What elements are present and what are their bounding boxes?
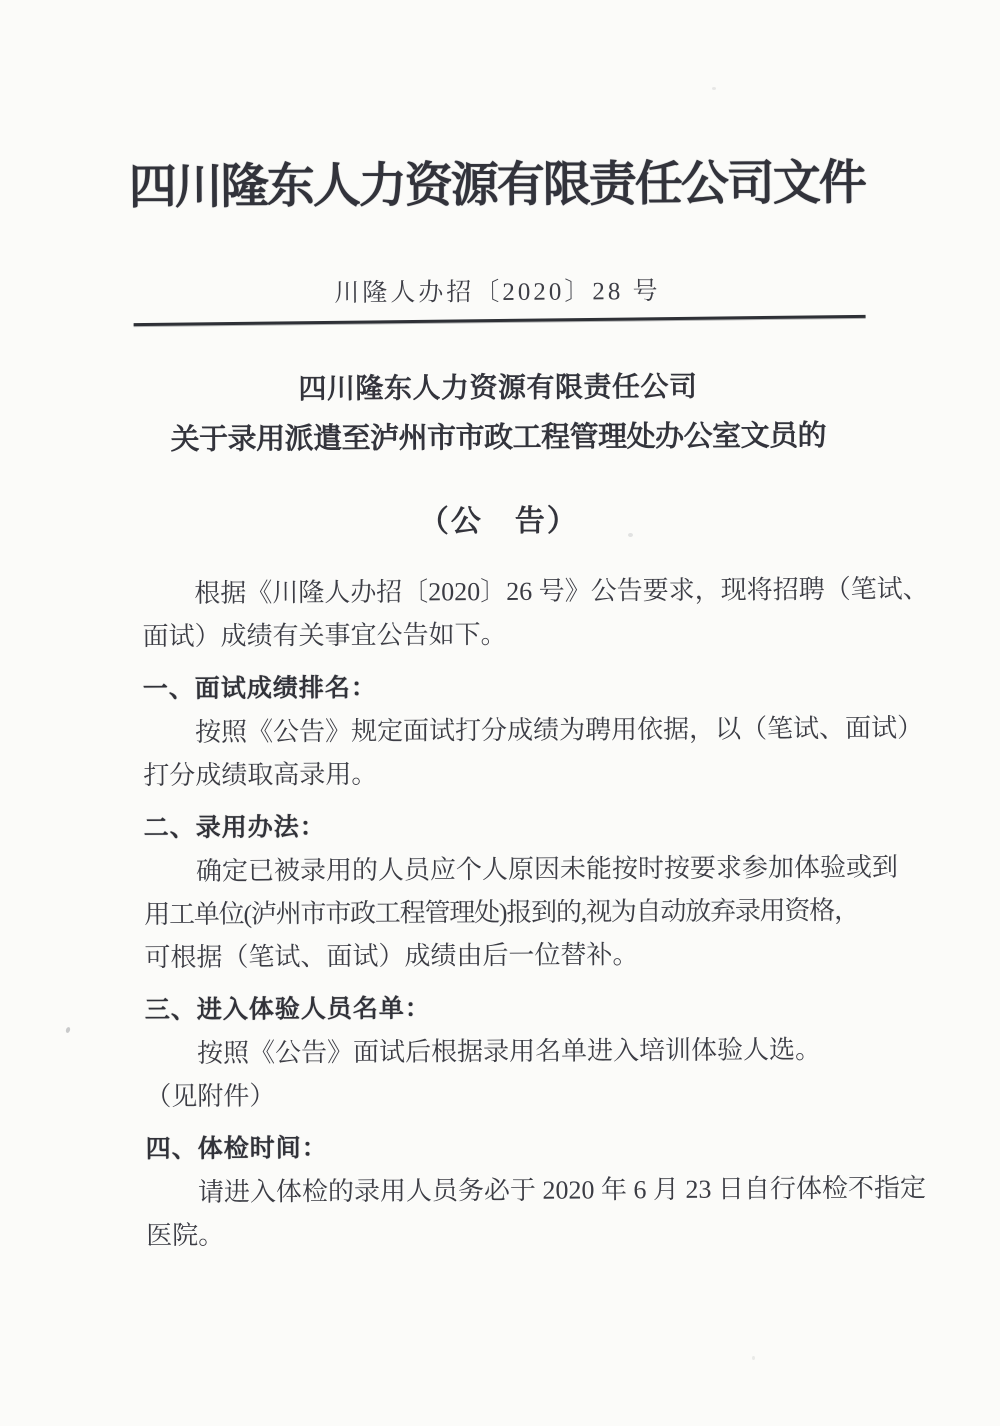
section-2-line-3: 可根据（笔试、面试）成绩由后一位替补。 — [144, 940, 639, 973]
section-4-line-1: 请进入体检的录用人员务必于 2020 年 6 月 23 日自行体检不指定 — [197, 1173, 927, 1207]
section-1-heading: 一、面试成绩排名： — [142, 673, 377, 704]
scan-speck — [752, 1356, 755, 1360]
document-body — [142, 568, 929, 1257]
section-1-line-1: 按照《公告》规定面试打分成绩为聘用依据，以（笔试、面试） — [195, 713, 924, 747]
section-1-line-2: 打分成绩取高录用。 — [143, 759, 378, 791]
scan-speck — [628, 533, 633, 537]
section-2-line-1: 确定已被录用的人员应个人原因未能按时按要求参加体验或到 — [195, 852, 899, 886]
document-title-announcement: （公 告） — [418, 504, 579, 539]
document-title-line1: 四川隆东人力资源有限责任公司 — [298, 371, 698, 406]
section-4-line-2: 医院。 — [146, 1220, 225, 1251]
section-2-line-2: 用工单位(泸州市市政工程管理处)报到的,视为自动放弃录用资格， — [144, 895, 859, 930]
attachment-note: （见附件） — [145, 1081, 276, 1112]
section-2-heading: 二、录用办法： — [143, 813, 326, 843]
scan-speck — [712, 87, 716, 90]
intro-line-1: 根据《川隆人办招〔2020〕26 号》公告要求，现将招聘（笔试、 — [194, 574, 929, 608]
document-number: 川隆人办招〔2020〕28 号 — [334, 278, 661, 308]
section-4-heading: 四、体检时间： — [145, 1134, 328, 1164]
org-letterhead-title: 四川隆东人力资源有限责任公司文件 — [128, 156, 865, 215]
section-3-line-1: 按照《公告》面试后根据录用名单进入培训体验人选。 — [196, 1035, 822, 1068]
letterhead-rule — [134, 315, 866, 326]
document-title-line2: 关于录用派遣至泸州市市政工程管理处办公室文员的 — [170, 420, 827, 457]
intro-line-2: 面试）成绩有关事宜公告如下。 — [142, 619, 507, 652]
section-3-heading: 三、进入体验人员名单： — [144, 994, 431, 1025]
